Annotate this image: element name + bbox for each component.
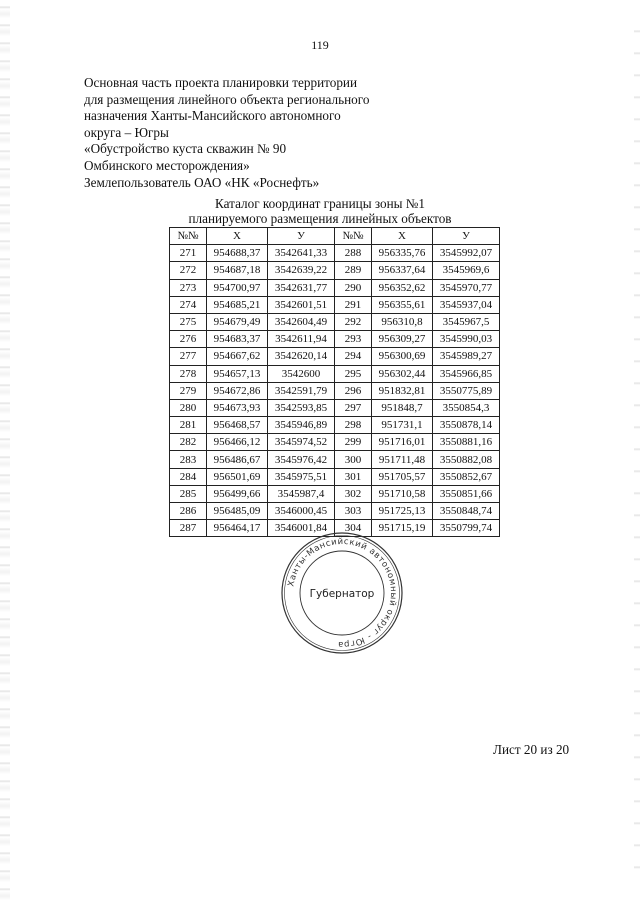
cell-x: 951705,57 xyxy=(372,468,433,485)
cell-number: 299 xyxy=(335,434,372,451)
table-row xyxy=(170,503,500,520)
table-row xyxy=(170,365,500,382)
col-header-number: №№ xyxy=(335,228,372,245)
cell-x: 951716,01 xyxy=(372,434,433,451)
table-header-row xyxy=(170,228,500,245)
cell-x: 956310,8 xyxy=(372,313,433,330)
table-row xyxy=(170,262,500,279)
table-caption xyxy=(0,196,640,226)
cell-number: 285 xyxy=(170,485,207,502)
caption-line-2: планируемого размещения линейных объектов xyxy=(188,211,452,226)
col-header-x: X xyxy=(372,228,433,245)
cell-y: 3545937,04 xyxy=(433,296,500,313)
header-line: для размещения линейного объекта регионального xyxy=(84,91,370,107)
cell-number: 288 xyxy=(335,245,372,262)
table-row xyxy=(170,279,500,296)
cell-x: 956485,09 xyxy=(207,503,268,520)
cell-number: 274 xyxy=(170,296,207,313)
cell-x: 951848,7 xyxy=(372,399,433,416)
cell-number: 277 xyxy=(170,348,207,365)
cell-number: 281 xyxy=(170,417,207,434)
cell-number: 292 xyxy=(335,313,372,330)
coordinates-table xyxy=(169,227,500,537)
cell-y: 3542600 xyxy=(268,365,335,382)
seal-ring-text: Ханты-Мансийский автономный округ - Югра xyxy=(286,536,399,650)
cell-y: 3545969,6 xyxy=(433,262,500,279)
cell-y: 3550882,08 xyxy=(433,451,500,468)
cell-x: 956302,44 xyxy=(372,365,433,382)
cell-x: 956355,61 xyxy=(372,296,433,313)
header-line: назначения Ханты-Мансийского автономного xyxy=(84,108,341,124)
cell-y: 3545946,89 xyxy=(268,417,335,434)
cell-y: 3550851,66 xyxy=(433,485,500,502)
cell-y: 3545966,85 xyxy=(433,365,500,382)
cell-x: 956501,69 xyxy=(207,468,268,485)
page-number: 119 xyxy=(311,38,329,52)
cell-x: 956486,67 xyxy=(207,451,268,468)
cell-x: 956352,62 xyxy=(372,279,433,296)
cell-number: 291 xyxy=(335,296,372,313)
cell-x: 954685,21 xyxy=(207,296,268,313)
cell-x: 951725,13 xyxy=(372,503,433,520)
col-header-y: У xyxy=(433,228,500,245)
cell-number: 302 xyxy=(335,485,372,502)
cell-x: 954679,49 xyxy=(207,313,268,330)
cell-y: 3545974,52 xyxy=(268,434,335,451)
cell-y: 3545976,42 xyxy=(268,451,335,468)
sheet-counter: Лист 20 из 20 xyxy=(493,742,570,757)
cell-y: 3546001,84 xyxy=(268,520,335,537)
cell-y: 3550854,3 xyxy=(433,399,500,416)
cell-x: 956309,27 xyxy=(372,331,433,348)
cell-x: 951832,81 xyxy=(372,382,433,399)
table-row xyxy=(170,245,500,262)
cell-x: 954673,93 xyxy=(207,399,268,416)
cell-y: 3545970,77 xyxy=(433,279,500,296)
cell-y: 3545990,03 xyxy=(433,331,500,348)
cell-y: 3546000,45 xyxy=(268,503,335,520)
table-row xyxy=(170,417,500,434)
cell-x: 954657,13 xyxy=(207,365,268,382)
cell-y: 3550799,74 xyxy=(433,520,500,537)
cell-number: 301 xyxy=(335,468,372,485)
header-line: «Обустройство куста скважин № 90 xyxy=(84,141,287,157)
cell-number: 296 xyxy=(335,382,372,399)
table-row xyxy=(170,331,500,348)
cell-number: 275 xyxy=(170,313,207,330)
table-body xyxy=(170,245,500,537)
table-row xyxy=(170,296,500,313)
cell-y: 3542620,14 xyxy=(268,348,335,365)
cell-number: 273 xyxy=(170,279,207,296)
header-line: округа – Югры xyxy=(84,124,169,140)
cell-x: 954700,97 xyxy=(207,279,268,296)
cell-x: 956466,12 xyxy=(207,434,268,451)
cell-number: 272 xyxy=(170,262,207,279)
cell-number: 287 xyxy=(170,520,207,537)
cell-y: 3550878,14 xyxy=(433,417,500,434)
cell-y: 3550775,89 xyxy=(433,382,500,399)
cell-x: 951731,1 xyxy=(372,417,433,434)
cell-x: 954683,37 xyxy=(207,331,268,348)
header-line: Землепользователь ОАО «НК «Роснефть» xyxy=(84,174,320,190)
table-row xyxy=(170,434,500,451)
cell-y: 3542601,51 xyxy=(268,296,335,313)
cell-x: 954687,18 xyxy=(207,262,268,279)
col-header-number: №№ xyxy=(170,228,207,245)
cell-number: 293 xyxy=(335,331,372,348)
seal-center-text: Губернатор xyxy=(309,588,375,600)
cell-number: 280 xyxy=(170,399,207,416)
cell-x: 954672,86 xyxy=(207,382,268,399)
cell-number: 271 xyxy=(170,245,207,262)
document-header xyxy=(84,75,369,191)
caption-line-1: Каталог координат границы зоны №1 xyxy=(215,196,425,211)
table-row xyxy=(170,348,500,365)
cell-x: 954667,62 xyxy=(207,348,268,365)
cell-y: 3542639,22 xyxy=(268,262,335,279)
cell-number: 278 xyxy=(170,365,207,382)
cell-x: 954688,37 xyxy=(207,245,268,262)
table-row xyxy=(170,382,500,399)
cell-number: 276 xyxy=(170,331,207,348)
cell-y: 3550881,16 xyxy=(433,434,500,451)
cell-x: 951710,58 xyxy=(372,485,433,502)
table-row xyxy=(170,468,500,485)
cell-y: 3545989,27 xyxy=(433,348,500,365)
scan-edge-left xyxy=(0,0,10,905)
cell-x: 956499,66 xyxy=(207,485,268,502)
cell-y: 3542641,33 xyxy=(268,245,335,262)
cell-y: 3542604,49 xyxy=(268,313,335,330)
cell-x: 951711,48 xyxy=(372,451,433,468)
cell-y: 3545987,4 xyxy=(268,485,335,502)
table-row xyxy=(170,485,500,502)
cell-y: 3542593,85 xyxy=(268,399,335,416)
cell-number: 279 xyxy=(170,382,207,399)
cell-y: 3542631,77 xyxy=(268,279,335,296)
cell-x: 956468,57 xyxy=(207,417,268,434)
col-header-x: X xyxy=(207,228,268,245)
cell-number: 283 xyxy=(170,451,207,468)
cell-y: 3545967,5 xyxy=(433,313,500,330)
cell-number: 294 xyxy=(335,348,372,365)
header-line: Основная часть проекта планировки территории xyxy=(84,75,358,90)
cell-number: 295 xyxy=(335,365,372,382)
cell-number: 298 xyxy=(335,417,372,434)
cell-y: 3550848,74 xyxy=(433,503,500,520)
cell-number: 282 xyxy=(170,434,207,451)
cell-y: 3542611,94 xyxy=(268,331,335,348)
cell-x: 956337,64 xyxy=(372,262,433,279)
cell-y: 3545975,51 xyxy=(268,468,335,485)
cell-number: 300 xyxy=(335,451,372,468)
cell-y: 3550852,67 xyxy=(433,468,500,485)
header-line: Омбинского месторождения» xyxy=(84,157,250,173)
official-seal xyxy=(279,530,405,656)
cell-y: 3542591,79 xyxy=(268,382,335,399)
col-header-y: У xyxy=(268,228,335,245)
cell-number: 286 xyxy=(170,503,207,520)
cell-x: 956335,76 xyxy=(372,245,433,262)
table-row xyxy=(170,399,500,416)
cell-number: 297 xyxy=(335,399,372,416)
cell-number: 289 xyxy=(335,262,372,279)
cell-number: 304 xyxy=(335,520,372,537)
cell-x: 956464,17 xyxy=(207,520,268,537)
cell-number: 290 xyxy=(335,279,372,296)
scan-edge-right xyxy=(634,20,640,880)
cell-number: 284 xyxy=(170,468,207,485)
cell-y: 3545992,07 xyxy=(433,245,500,262)
cell-number: 303 xyxy=(335,503,372,520)
cell-x: 951715,19 xyxy=(372,520,433,537)
table-row xyxy=(170,313,500,330)
table-row xyxy=(170,451,500,468)
cell-x: 956300,69 xyxy=(372,348,433,365)
